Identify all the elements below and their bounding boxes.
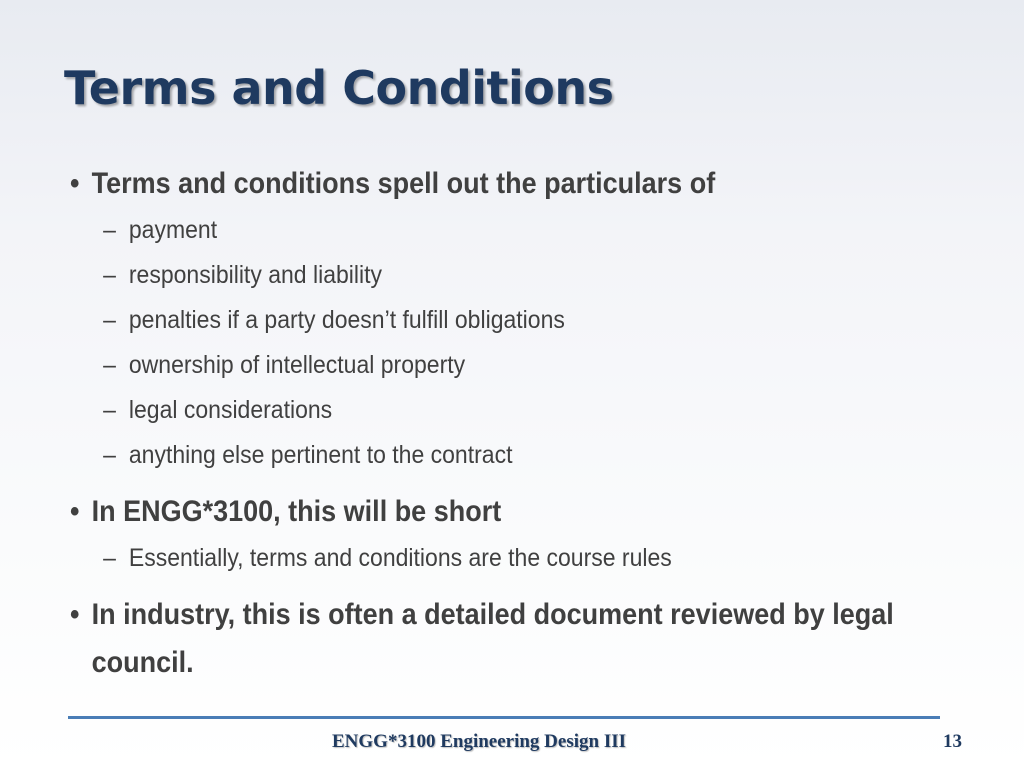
sub-bullet-item [70,343,898,388]
sub-bullet-item [70,536,898,581]
sub-bullet-item [70,433,898,478]
sub-bullet-item [70,298,898,343]
sub-bullet-item [70,388,898,433]
page-number: 13 [943,731,962,752]
footer-course-title: ENGG*3100 Engineering Design III [332,731,627,752]
sub-bullet-text: legal considerations [128,396,333,424]
bullet-item [70,591,974,687]
sub-bullet-item [70,253,898,298]
sub-bullet-item [70,208,898,253]
bullet-text: In ENGG*3100, this will be short [91,495,502,528]
footer-divider [68,716,940,719]
sub-bullet-text: anything else pertinent to the contract [128,441,513,469]
slide-title: Terms and Conditions [64,61,614,115]
sub-bullet-text: ownership of intellectual property [128,351,466,379]
sub-bullet-marker: – [103,544,116,572]
bullet-marker: • [70,167,80,200]
bullet-text: In industry, this is often a detailed document reviewed by legal council. [91,598,894,679]
sub-bullet-text: Essentially, terms and conditions are the course rules [128,544,672,572]
sub-bullet-marker: – [103,396,116,424]
bullet-item [70,488,974,536]
sub-bullet-text: payment [128,216,218,244]
sub-bullet-marker: – [103,306,116,334]
bullet-text: Terms and conditions spell out the particulars of [91,167,716,200]
sub-bullet-text: responsibility and liability [128,261,383,289]
sub-bullet-marker: – [103,351,116,379]
sub-bullet-marker: – [103,441,116,469]
slide-content [70,160,970,687]
sub-bullet-marker: – [103,216,116,244]
sub-bullet-text: penalties if a party doesn’t fulfill obligations [128,306,565,334]
sub-bullet-marker: – [103,261,116,289]
bullet-item [70,160,974,208]
bullet-marker: • [70,495,80,528]
bullet-marker: • [70,598,80,631]
